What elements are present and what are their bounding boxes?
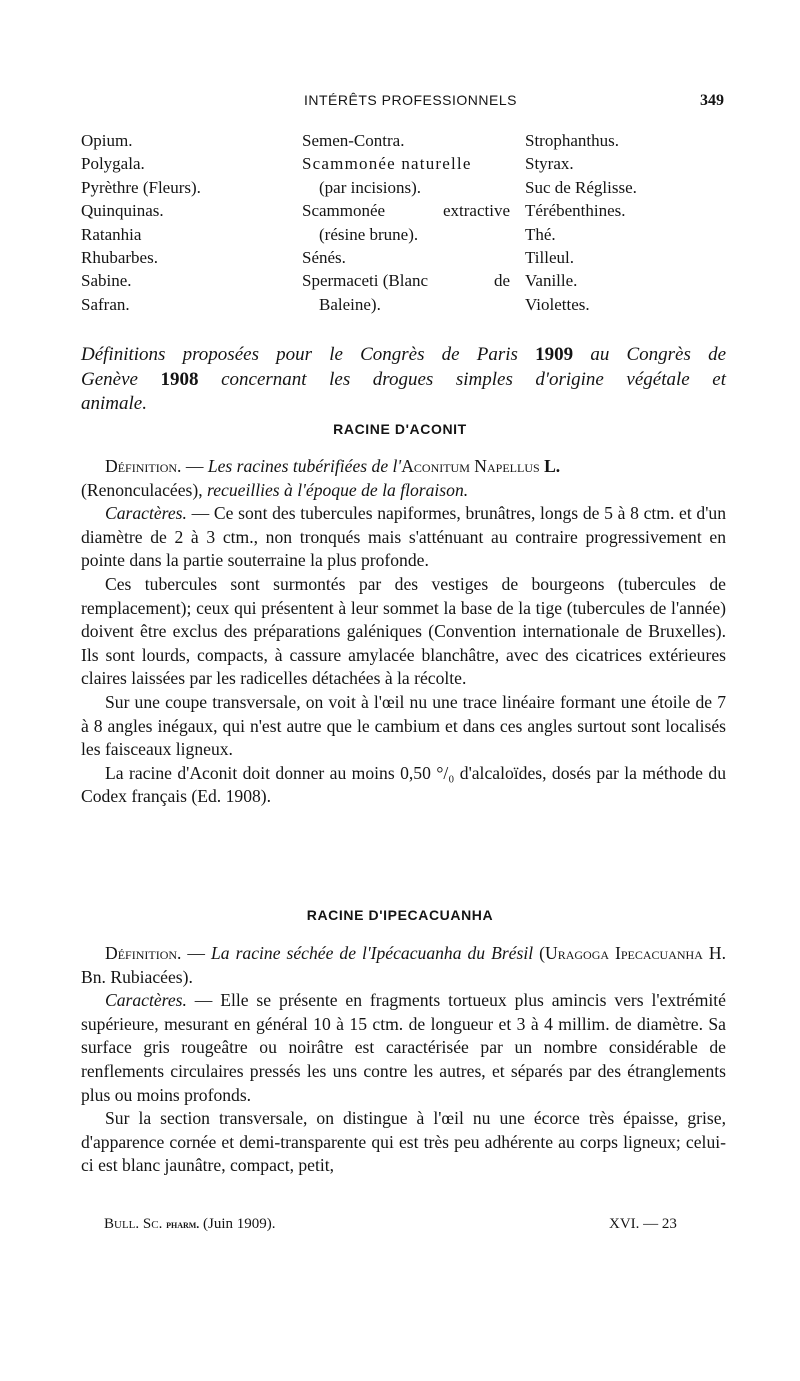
drug-item: Semen-Contra. (302, 131, 405, 150)
ipeca-definition (81, 942, 726, 989)
species-name: Aconitum Napellus (401, 456, 540, 476)
section-intro (81, 343, 726, 417)
intro-year: 1909 (535, 344, 574, 365)
journal-date: (Juin 1909). (199, 1216, 276, 1232)
author-abbrev: L. (539, 456, 561, 476)
drug-item: Térébenthines. (525, 201, 626, 221)
paren: ( (533, 943, 545, 963)
aconit-definition (81, 455, 726, 502)
drug-item: Ratanhia (81, 224, 142, 244)
aconit-characters (81, 502, 726, 573)
drug-item: Scammonée naturelle (302, 154, 472, 174)
drug-item-part: extractive (442, 201, 510, 221)
journal-citation (104, 1216, 276, 1233)
paragraph: La racine d'Aconit doit donner au moins 0,50 °/₀ d'alcaloïdes, dosés par la méthode du Codex français (Ed. 1908). (81, 762, 726, 807)
drug-item: Suc de Réglisse. (525, 177, 637, 197)
aconit-section (81, 455, 726, 809)
heading-ipecacuanha: RACINE D'IPECACUANHA (306, 907, 494, 923)
paragraph: Sur une coupe transversale, on voit à l'œil nu une trace linéaire formant une étoile de 7 à 8 angles inégaux, qui n'est autre que le cambium et dans ces angles surtout sont localisés les faisceaux ligneux. (81, 691, 726, 760)
intro-line (81, 368, 726, 393)
drug-item-continuation: (par incisions). (319, 177, 421, 197)
journal-name: Bull. Sc. (104, 1216, 167, 1232)
paragraph: Sur la section transversale, on distingue à l'œil nu une écorce très épaisse, grise, d'apparence cornée et demi-transparente qui est très peu adhérente au corps ligneux; celui-ci est blanc jaunâtre, compact, petit, (81, 1108, 726, 1176)
intro-text: concernant les drogues simples d'origine végétale et (198, 368, 726, 390)
family-name: (Renonculacées), (81, 479, 208, 500)
drug-item: Quinquinas. (81, 201, 164, 221)
definition-label: Définition. (105, 456, 182, 476)
heading-aconit: RACINE D'ACONIT (333, 421, 467, 437)
drug-item: Strophanthus. (525, 131, 619, 150)
drug-item-part: de (493, 271, 510, 291)
drug-item (302, 269, 510, 292)
drug-list-column-3 (525, 129, 731, 316)
author-family: H. Bn. Rubiacées). (81, 943, 726, 987)
drug-item: Tilleul. (525, 248, 574, 268)
drug-item: Styrax. (525, 154, 574, 174)
signature-mark: XVI. — 23 (609, 1216, 677, 1232)
intro-text: Genève (81, 368, 161, 390)
running-head (0, 92, 800, 114)
ipeca-characters (81, 989, 726, 1107)
intro-year: 1908 (160, 368, 199, 390)
species-name: Uragoga Ipecacuanha (544, 943, 703, 963)
definition-text: Les racines tubérifiées de l' (207, 456, 402, 476)
dash: — (181, 456, 208, 476)
drug-item: Sabine. (81, 271, 132, 291)
dash: — (181, 943, 212, 963)
drug-item: Pyrèthre (Fleurs). (81, 177, 201, 197)
intro-line: animale. (81, 393, 147, 414)
drug-item: Sénés. (302, 248, 346, 268)
definition-text: recueillies à l'époque de la floraison. (207, 479, 469, 500)
drug-item (302, 199, 510, 222)
definition-text: La racine séchée de l'Ipécacuanha du Brésil (211, 943, 534, 963)
drug-item: Rhubarbes. (81, 248, 158, 268)
drug-item-part: Scammonée (302, 201, 386, 221)
drug-list-column-1 (81, 129, 271, 316)
drug-list-column-2 (302, 129, 510, 316)
drug-item: Vanille. (525, 271, 578, 291)
ipeca-section (81, 942, 726, 1178)
intro-text: au Congrès de (573, 344, 726, 365)
paragraph: Ces tubercules sont surmontés par des vestiges de bourgeons (tubercules de remplacement); ceux qui présentent à leur sommet la base de la tige (tubercules de l'année) doivent être exclus des préparations galéniques (Convention internationale de Bruxelles). Ils sont lourds, compacts, à cassure amylacée blanchâtre, avec des cicatrices extérieures claires laissées par les radicelles détachées à la récolte. (81, 573, 726, 689)
intro-text: Définitions proposées pour le Congrès de Paris (81, 344, 536, 365)
characters-label: Caractères. (105, 990, 187, 1011)
drug-item: Safran. (81, 294, 130, 314)
characters-text: — Ce sont des tubercules napiformes, brunâtres, longs de 5 à 8 ctm. et d'un diamètre de 2 à 3 ctm., non tronqués mais s'atténuant au contraire progressivement en pointe dans la partie souterraine la plus profonde. (81, 503, 726, 571)
drug-item-part: Spermaceti (Blanc (302, 271, 429, 291)
page-number: 349 (700, 92, 724, 109)
drug-item: Thé. (525, 224, 556, 244)
definition-label: Définition. (105, 943, 182, 963)
intro-line (81, 343, 726, 368)
characters-label: Caractères. (105, 503, 187, 524)
drug-item: Opium. (81, 131, 133, 150)
drug-item: Violettes. (525, 294, 590, 314)
drug-item-continuation: (résine brune). (319, 224, 419, 244)
drug-item: Polygala. (81, 154, 145, 174)
journal-name: pharm. (166, 1217, 200, 1231)
drug-item-continuation: Baleine). (319, 294, 381, 314)
characters-text: — Elle se présente en fragments tortueux plus amincis vers l'extrémité supérieure, mesurant en général 10 à 15 ctm. de longueur et 3 à 4 millim. de diamètre. Sa surface gris rougeâtre ou noirâtre est caractérisée par un nombre considérable de renflements circulaires pressés les uns contre les autres, et séparés par des étranglements plus ou moins profonds. (81, 990, 726, 1105)
running-title: INTÉRÊTS PROFESSIONNELS (304, 92, 517, 108)
